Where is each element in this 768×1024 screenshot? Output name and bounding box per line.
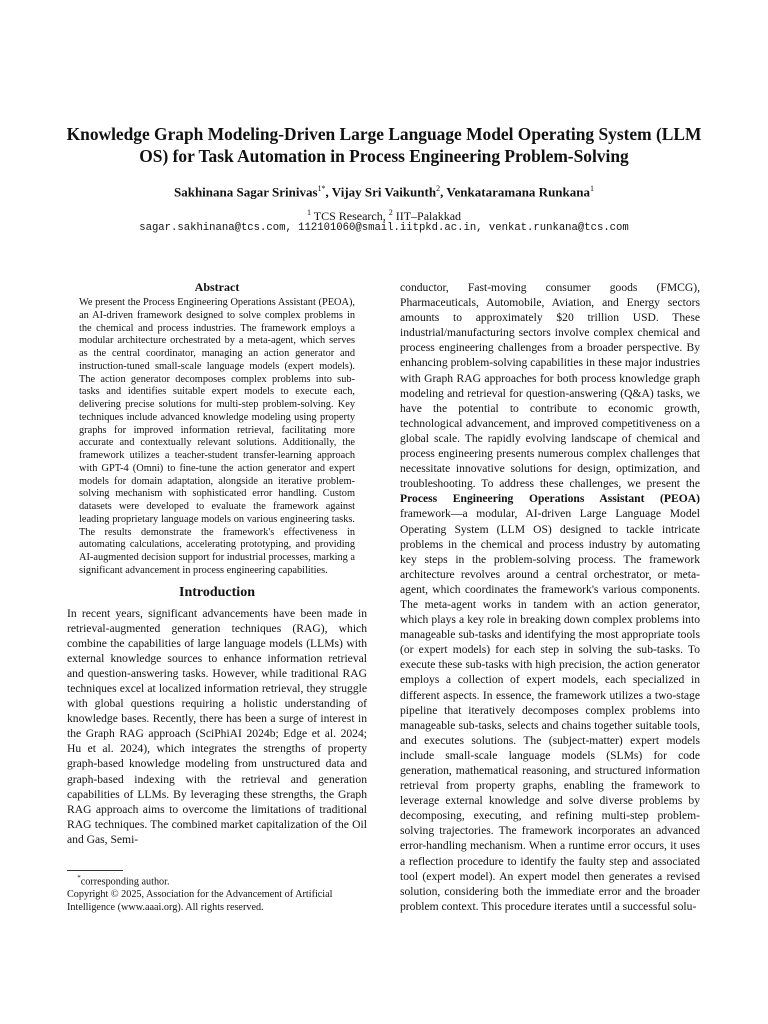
body-text: conductor, Fast-moving consumer goods (FMCG), Pharmaceuticals, Automobile, Aviation, and Energy sectors amounts to approximately $20 trillion USD. These industrial/manufacturing sectors involve complex chemical and process engineering challenges from a broader perspective. By enhancing problem-solving capabilities in these major industries with Graph RAG approaches for both process knowledge graph modeling and retrieval for question-answering (Q&A) tasks, we have the potential to contribute to economic growth, technological advancement, and improved competitiveness on a global scale. The rapidly evolving landscape of chemical and process engineering presents numerous complex challenges that necessitate innovative solutions for design, optimization, and troubleshooting. To address these challenges, we present the xyxy=(400,281,700,491)
introduction-continued xyxy=(400,280,700,914)
author-list xyxy=(40,181,728,200)
affiliation-mark: 2 xyxy=(388,208,393,217)
corresponding-author-note xyxy=(67,872,367,889)
affiliation-name: TCS Research xyxy=(313,209,383,223)
author-name: Venkataramana Runkana xyxy=(446,184,590,200)
author-mark: 2 xyxy=(436,184,441,193)
framework-name: Process Engineering Operations Assistant (PEOA) xyxy=(400,492,700,506)
author-name: Sakhinana Sagar Srinivas xyxy=(173,184,318,200)
right-column xyxy=(400,280,700,914)
introduction-text: In recent years, significant advancements have been made in retrieval-augmented generation techniques (RAG), which combine the capabilities of large language models (LLMs) with external knowledge sources to enhance information retrieval and question-answering tasks. However, while traditional RAG techniques excel at localized information retrieval, they struggle with global questions requiring a holistic understanding of knowledge bases. Recently, there has been a surge of interest in the Graph RAG approach (SciPhiAI 2024b; Edge et al. 2024; Hu et al. 2024), which integrates the strengths of property graph-based knowledge modeling from unstructured data and graph-based indexing with the retrieval and generation capabilities of LLMs. By leveraging these strengths, the Graph RAG approach aims to overcome the limitations of traditional RAG techniques. The combined market capitalization of the Oil and Gas, Semi- xyxy=(67,606,367,846)
affiliation-mark: 1 xyxy=(306,208,311,217)
author-emails: sagar.sakhinana@tcs.com, 112101060@smail.iitpkd.ac.in, venkat.runkana@tcs.com xyxy=(139,222,629,234)
copyright-notice: Copyright © 2025, Association for the Advancement of Artificial Intelligence (www.aaai.org). All rights reserved. xyxy=(67,889,333,913)
introduction-heading: Introduction xyxy=(179,584,255,600)
left-column xyxy=(67,280,367,847)
author-mark: 1 xyxy=(590,184,594,193)
footnote-text: corresponding author. xyxy=(80,876,170,888)
affiliation-separator: , xyxy=(382,209,389,223)
abstract-heading: Abstract xyxy=(194,280,240,294)
author-name: Vijay Sri Vaikunth xyxy=(331,184,437,200)
abstract-text: We present the Process Engineering Operations Assistant (PEOA), an AI-driven framework designed to solve complex problems in the chemical and process industries. The framework employs a modular architecture orchestrated by a meta-agent, which serves as the central coordinator, managing an action generator and instruction-tuned small-scale language models (expert models). The action generator decomposes complex problems into sub-tasks and identifies suitable expert models to execute each, delivering precise solutions for multi-step problem-solving. Key techniques include advanced knowledge modeling using property graphs for improved information retrieval, facilitating more accurate and contextually relevant solutions. Additionally, the framework utilizes a teacher-student transfer-learning approach with GPT-4 (Omni) to fine-tune the action generator and expert models for domain adaptation, alongside an iterative problem-solving mechanism with sophisticated error handling. Custom datasets were developed to evaluate the framework against leading proprietary language models on various engineering tasks. The results demonstrate the framework's effectiveness in automating calculations, accelerating prototyping, and providing AI-augmented decision support for industrial processes, marking a significant advancement in process engineering capabilities. xyxy=(79,297,355,576)
author-mark: 1* xyxy=(317,184,326,193)
paper-title: Knowledge Graph Modeling-Driven Large Language Model Operating System (LLM OS) for Task Automation in Process Engineering Problem-Solving xyxy=(66,124,702,166)
footnotes xyxy=(67,872,367,915)
affiliation-name: IIT–Palakkad xyxy=(395,209,462,223)
author-separator: , xyxy=(325,184,332,200)
footnote-mark: * xyxy=(77,874,81,882)
footnote-rule xyxy=(67,870,123,871)
author-separator: , xyxy=(440,184,447,200)
body-text: framework—a modular, AI-driven Large Language Model Operating System (LLM OS) designed to tackle intricate problems in the chemical and process industry by automating key steps in the problem-solving process. The framework architecture revolves around a central orchestrator, or meta-agent, which coordinates the framework's various components. The meta-agent works in tandem with an action generator, which plays a key role in breaking down complex problems into manageable sub-tasks and identifying the most appropriate tools (or expert models) for each step in solving the sub-tasks. To execute these sub-tasks with high precision, the action generator employs a collection of expert models, each specialized in different aspects. In essence, the framework utilizes a two-stage pipeline that iteratively decomposes complex problems into manageable sub-tasks, selects and chains together suitable tools, and executes solutions. The (subject-matter) expert models include small-scale language models (SLMs) for code generation, mathematical reasoning, and structured information retrieval from property graphs, enabling the framework to leverage external knowledge and solve diverse problems by decomposing, executing, and refining multi-step problem-solving trajectories. The framework incorporates an advanced error-handling mechanism. When a runtime error occurs, it uses a reflection procedure to identify the faulty step and associated tool (expert model). An expert model then generates a revised solution, considering both the immediate error and the broader problem context. This procedure iterates until a successful solu- xyxy=(400,507,700,913)
